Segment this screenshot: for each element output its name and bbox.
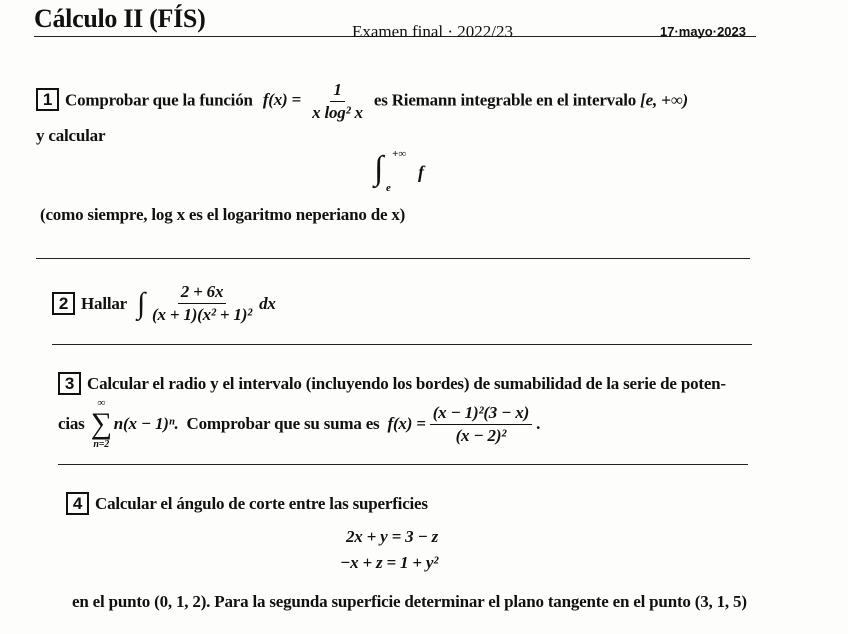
q2-text: Hallar: [81, 293, 128, 313]
q3-sum-upper: ∞: [97, 397, 106, 409]
separator-2: [52, 344, 752, 345]
question-3-line1: [58, 372, 726, 395]
q3-f-lhs: f(x) =: [387, 414, 426, 433]
q1-integral: [374, 150, 444, 194]
integral-sign-icon: ∫: [374, 150, 384, 187]
q3-term: n(x − 1)ⁿ.: [113, 414, 179, 433]
q1-f-lhs: f(x) =: [262, 90, 302, 110]
question-3-line2: [58, 398, 540, 450]
q3-text-b: Comprobar que su suma es: [186, 414, 380, 433]
q4-line1: Calcular el ángulo de corte entre las superficies: [95, 494, 428, 513]
q1-integrand: f: [418, 162, 424, 182]
question-number-4: 4: [66, 492, 89, 515]
q3-sum: [91, 398, 112, 450]
q2-denominator: (x + 1)(x² + 1)²: [152, 305, 253, 324]
question-number-1: 1: [36, 88, 59, 111]
q1-text-a: Comprobar que la función: [65, 90, 253, 110]
q1-integral-upper: +∞: [392, 148, 407, 160]
separator-1: [36, 258, 750, 259]
exam-title: Cálculo II (FÍS): [34, 4, 206, 33]
q3-f-end: .: [536, 414, 541, 433]
q1-interval: [e, +∞): [640, 90, 688, 110]
exam-subtitle: Examen final · 2022/23: [352, 22, 513, 41]
q1-f-denominator: x log² x: [312, 103, 363, 122]
q1-f-numerator: 1: [330, 80, 344, 102]
q4-equation-1: 2x + y = 3 − z: [346, 527, 439, 546]
q3-text-a: cias: [58, 414, 85, 433]
q2-numerator: 2 + 6x: [178, 282, 227, 304]
q1-integral-lower: e: [386, 182, 391, 194]
q3-fraction: [430, 403, 532, 446]
q4-equation-2: −x + z = 1 + y²: [340, 553, 439, 572]
q1-text-b: es Riemann integrable en el intervalo: [373, 90, 637, 110]
q1-note: (como siempre, log x es el logaritmo neperiano de x): [40, 205, 406, 224]
question-4-line1: [66, 492, 428, 515]
separator-3: [58, 464, 748, 465]
question-1-line1: [36, 80, 688, 123]
question-number-2: 2: [52, 292, 75, 315]
q3-f-denominator: (x − 2)²: [455, 425, 507, 445]
q2-fraction: [149, 282, 255, 325]
q3-line1: Calcular el radio y el intervalo (incluyendo los bordes) de sumabilidad de la serie de poten-: [87, 374, 726, 393]
q1-fraction: [309, 80, 366, 123]
question-2: [52, 282, 276, 325]
q4-line2: en el punto (0, 1, 2). Para la segunda superficie determinar el plano tangente en el punto (3, 1, 5): [72, 592, 747, 611]
summation-sign-icon: ∑: [90, 407, 112, 440]
exam-date: 17·mayo·2023: [660, 24, 746, 39]
q3-f-numerator: (x − 1)²(3 − x): [430, 403, 532, 425]
question-number-3: 3: [58, 372, 81, 395]
q1-text-c: y calcular: [36, 126, 106, 145]
q2-dx: dx: [259, 293, 276, 313]
integral-sign-icon: ∫: [137, 286, 146, 320]
q3-sum-lower: n=2: [93, 439, 110, 450]
